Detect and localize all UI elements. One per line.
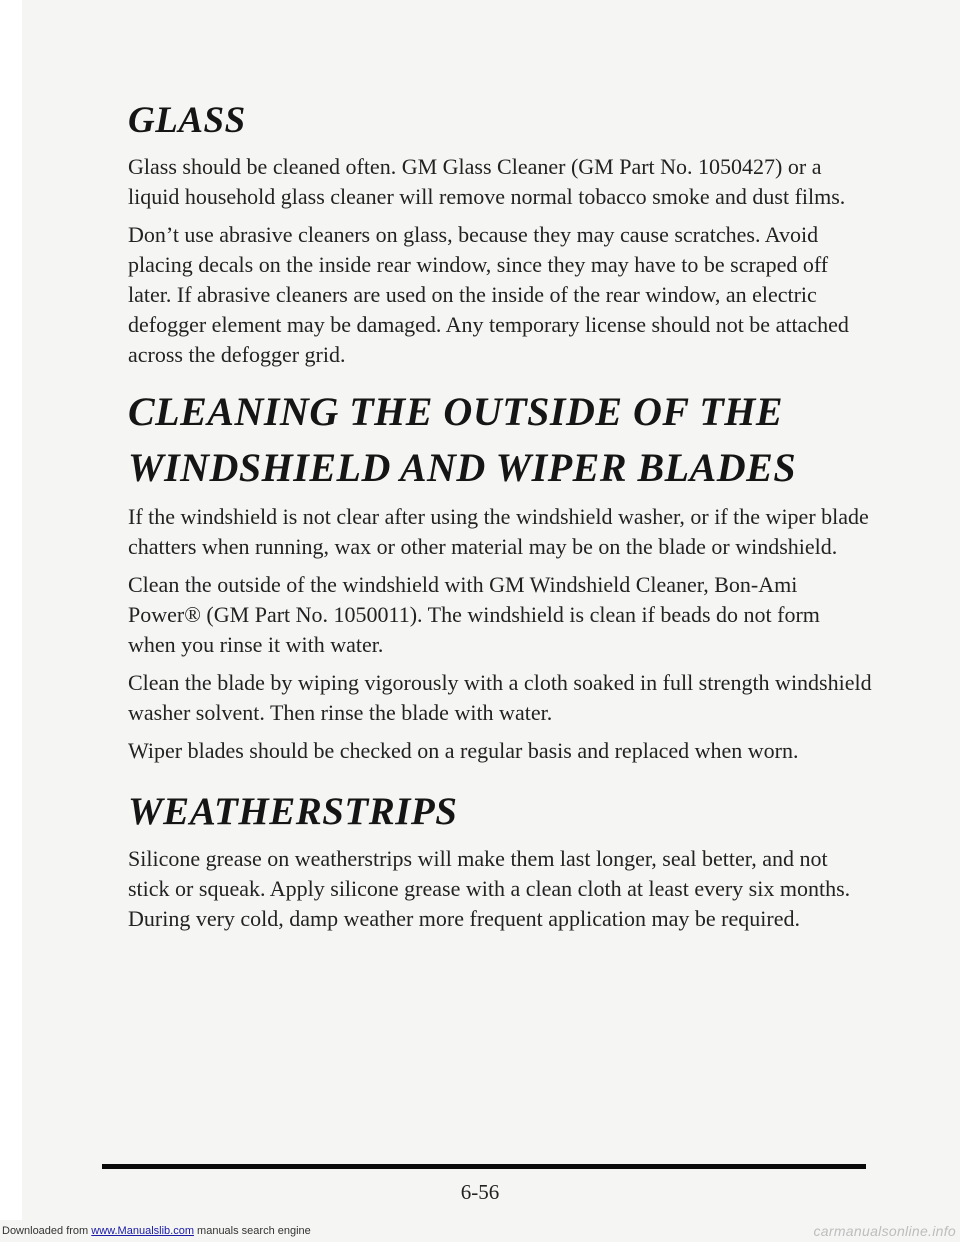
glass-paragraph-1: Glass should be cleaned often. GM Glass Cleaner (GM Part No. 1050427) or a liquid household glass cleaner will remove normal tobacco smoke and dust films. — [128, 154, 846, 209]
watermark-text: carmanualsonline.info — [813, 1223, 956, 1239]
windshield-paragraph-3: Clean the blade by wiping vigorously with a cloth soaked in full strength windshield washer solvent. Then rinse the blade with water. — [128, 670, 872, 725]
footer-source — [2, 1220, 311, 1242]
windshield-paragraph-1: If the windshield is not clear after using the windshield washer, or if the wiper blade chatters when running, wax or other material may be on the blade or windshield. — [128, 504, 869, 559]
heading-weatherstrips: WEATHERSTRIPS — [128, 790, 458, 833]
heading-cleaning-windshield: CLEANING THE OUTSIDE OF THE WINDSHIELD AND WIPER BLADES — [128, 389, 797, 490]
download-footer — [0, 1220, 960, 1242]
section-glass — [128, 96, 888, 370]
page-margin-strip — [0, 0, 22, 1242]
footer-rule — [102, 1164, 866, 1169]
weatherstrips-paragraph-1: Silicone grease on weatherstrips will make them last longer, seal better, and not stick or squeak. Apply silicone grease with a clean cloth at least every six months. During very cold, damp weather more frequent application may be required. — [128, 846, 851, 931]
page-content — [128, 96, 888, 934]
footer-suffix: manuals search engine — [193, 1225, 311, 1237]
section-windshield — [128, 384, 888, 766]
page-number: 6-56 — [460, 1180, 500, 1204]
footer-prefix: Downloaded from — [2, 1225, 92, 1237]
windshield-paragraph-2: Clean the outside of the windshield with GM Windshield Cleaner, Bon-Ami Power® (GM Part No. 1050011). The windshield is clean if beads do not form when you rinse it with water. — [128, 572, 820, 657]
manualslib-link[interactable]: www.Manualslib.com — [91, 1225, 194, 1237]
heading-glass: GLASS — [128, 100, 246, 141]
windshield-paragraph-4: Wiper blades should be checked on a regular basis and replaced when worn. — [128, 738, 799, 763]
glass-paragraph-2: Don’t use abrasive cleaners on glass, because they may cause scratches. Avoid placing decals on the inside rear window, since they may have to be scraped off later. If abrasive cleaners are used on the inside of the rear window, an electric defogger element may be damaged. Any temporary license should not be attached across the defogger grid. — [128, 222, 849, 367]
section-weatherstrips — [128, 786, 888, 934]
